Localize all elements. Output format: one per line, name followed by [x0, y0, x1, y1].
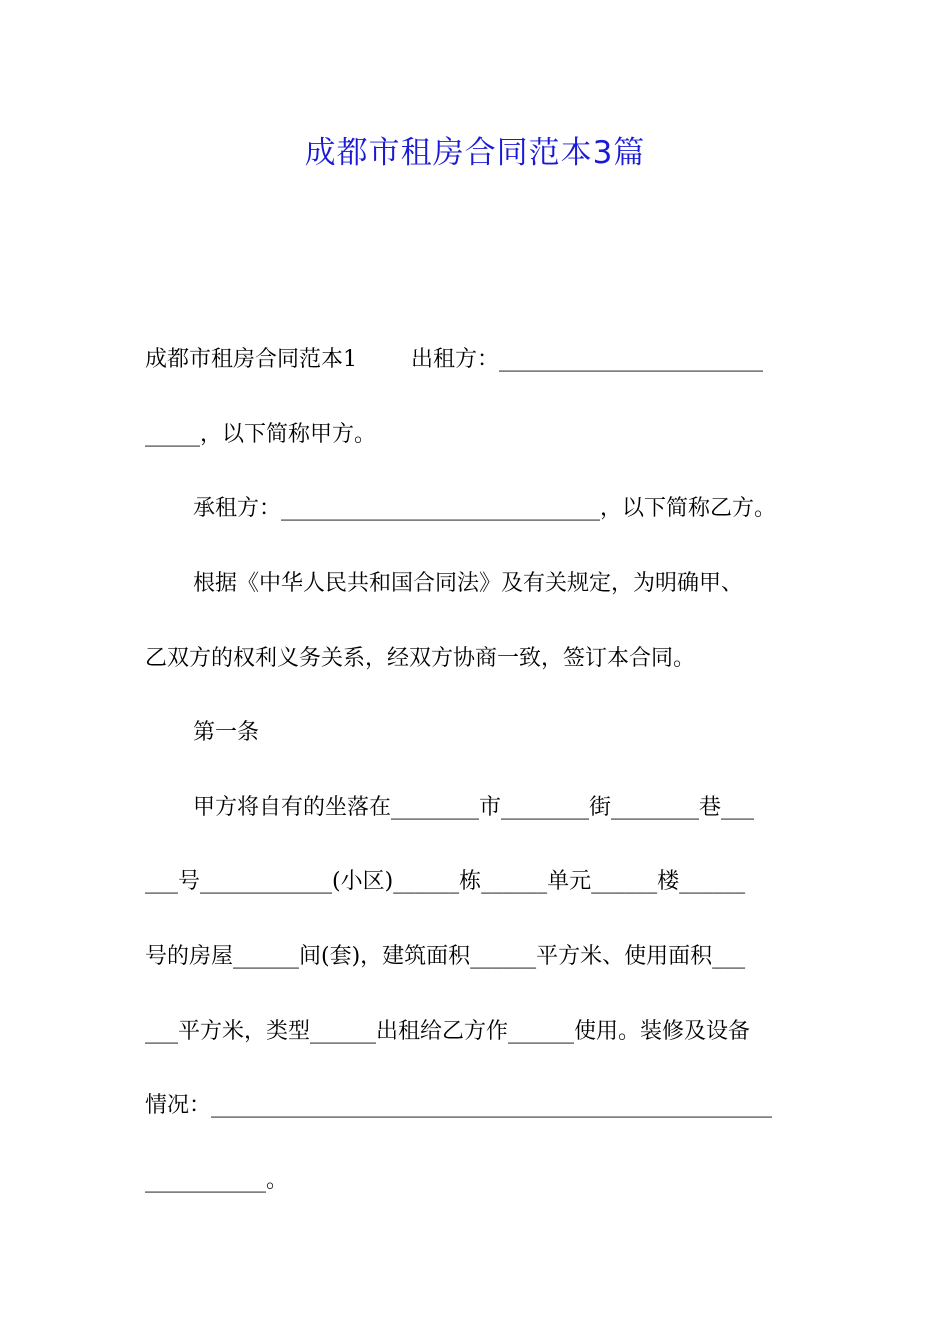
text-line-11: 情况：___________________________________________________	[145, 1093, 773, 1118]
text-line-8: ___号____________(小区)______栋______单元______楼______	[145, 869, 746, 894]
text-line-10: ___平方米，类型______出租给乙方作______使用。装修及设备	[145, 1019, 751, 1044]
text-line-3: 承租方：_____________________________，以下简称乙方。	[193, 496, 777, 521]
lessor-label: 出租方：	[411, 347, 500, 372]
text-line-2: _____，以下简称甲方。	[145, 422, 377, 447]
text-line-5: 乙双方的权利义务关系，经双方协商一致，签订本合同。	[145, 646, 696, 671]
text-line-12: ___________。	[145, 1168, 289, 1193]
text-line-9: 号的房屋______间(套)，建筑面积______平方米、使用面积___	[145, 944, 746, 969]
document-title: 成都市租房合同范本3篇	[304, 135, 646, 171]
text-line-1	[145, 343, 807, 377]
text-line-4: 根据《中华人民共和国合同法》及有关规定，为明确甲、	[193, 571, 744, 596]
text-line-7: 甲方将自有的坐落在________市________街________巷___	[193, 795, 755, 820]
lessor-blank: ________________________	[499, 347, 764, 372]
article-one-heading: 第一条	[193, 720, 260, 745]
contract-heading: 成都市租房合同范本1	[145, 347, 357, 372]
